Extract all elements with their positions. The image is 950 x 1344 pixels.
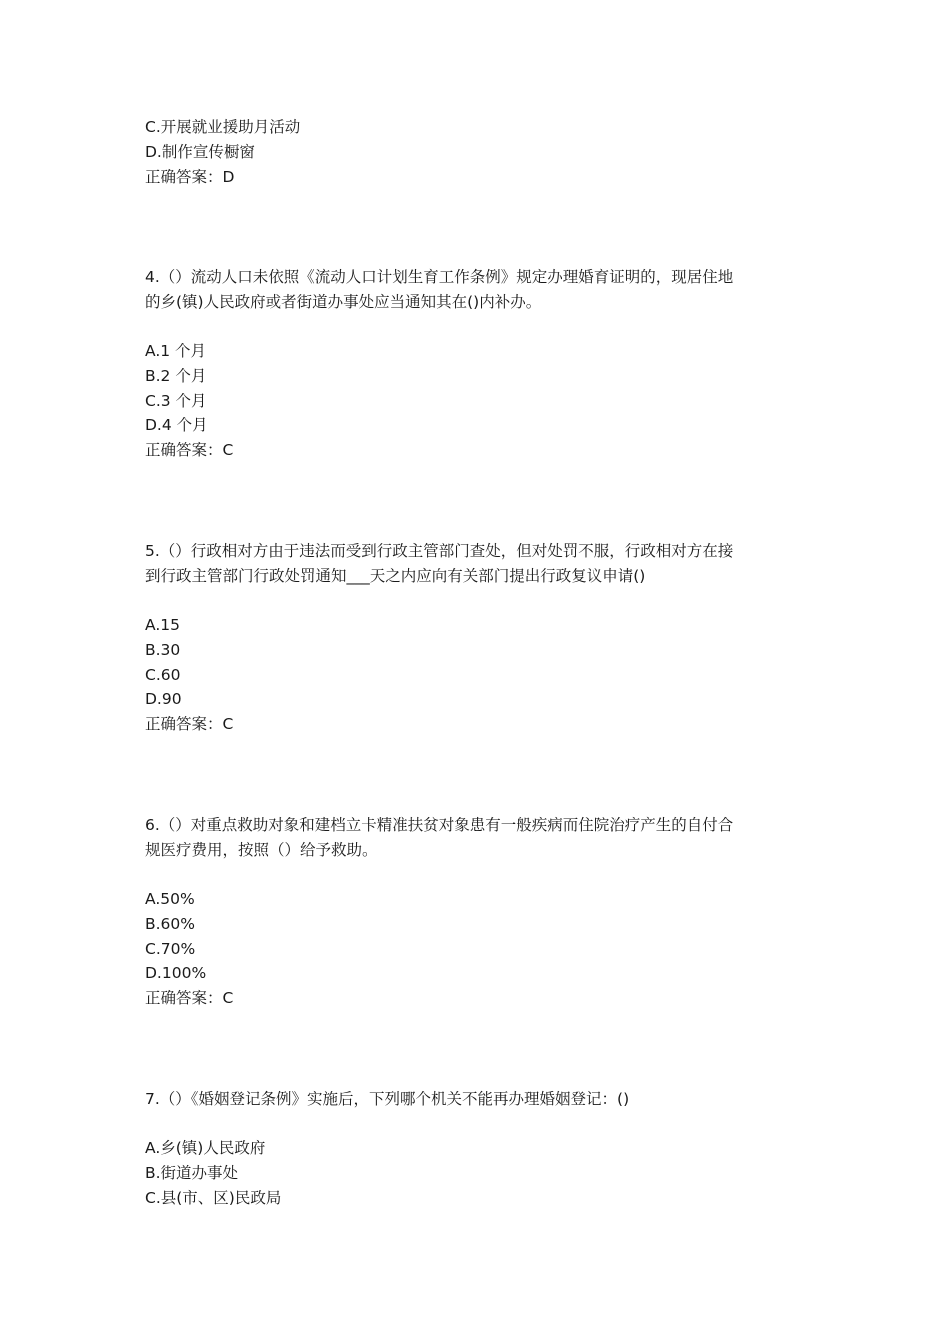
question-5	[145, 539, 810, 589]
question-4	[145, 265, 810, 315]
option-d: D.90	[145, 690, 182, 709]
correct-answer: 正确答案：C	[145, 715, 234, 734]
option-c: C.60	[145, 665, 181, 684]
question-stem-line: 到行政主管部门行政处罚通知___天之内应向有关部门提出行政复议申请()	[145, 566, 646, 585]
question-stem-line: 规医疗费用，按照（）给予救助。	[145, 840, 378, 859]
question-stem-line: 7.（）《婚姻登记条例》实施后，下列哪个机关不能再办理婚姻登记：()	[145, 1090, 630, 1108]
option-a: A.50%	[145, 890, 195, 908]
option-a: A.1 个月	[145, 342, 207, 360]
question-stem-line: 5.（）行政相对方由于违法而受到行政主管部门查处，但对处罚不服，行政相对方在接	[145, 542, 734, 560]
question-stem-line: 6.（）对重点救助对象和建档立卡精准扶贫对象患有一般疾病而住院治疗产生的自付合	[145, 816, 734, 834]
option-a: A.乡(镇)人民政府	[145, 1139, 266, 1157]
option-d: D.100%	[145, 964, 207, 983]
question-7	[145, 1087, 810, 1112]
option-b: B.街道办事处	[145, 1163, 239, 1182]
option-c: C.3 个月	[145, 391, 207, 410]
option-d: D.4 个月	[145, 416, 208, 435]
question-stem-line: 的乡(镇)人民政府或者街道办事处应当通知其在()内补办。	[145, 292, 542, 311]
question-6-options	[145, 887, 810, 1011]
question-6	[145, 813, 810, 863]
question-7-options	[145, 1136, 810, 1210]
option-d: D.制作宣传橱窗	[145, 142, 255, 161]
option-c: C.70%	[145, 939, 196, 958]
question-5-options	[145, 613, 810, 737]
question-4-options	[145, 339, 810, 463]
question-stem-line: 4.（）流动人口未依照《流动人口计划生育工作条例》规定办理婚育证明的，现居住地	[145, 268, 734, 286]
option-b: B.30	[145, 640, 181, 659]
question-3-tail	[145, 115, 810, 189]
option-a: A.15	[145, 616, 180, 634]
option-b: B.60%	[145, 914, 196, 933]
correct-answer: 正确答案：C	[145, 441, 234, 460]
option-c: C.县(市、区)民政局	[145, 1188, 282, 1207]
correct-answer: 正确答案：C	[145, 989, 234, 1008]
correct-answer: 正确答案：D	[145, 167, 235, 186]
option-b: B.2 个月	[145, 366, 207, 385]
option-c: C.开展就业援助月活动	[145, 118, 301, 136]
